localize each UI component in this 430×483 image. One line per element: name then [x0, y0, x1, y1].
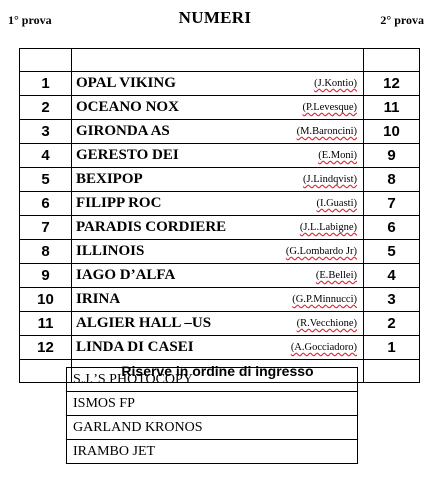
table-row — [20, 312, 420, 336]
horse-name: FILIPP ROC — [76, 195, 162, 211]
second-round-number: 8 — [364, 168, 420, 192]
first-round-number: 5 — [20, 168, 72, 192]
horse-name: OCEANO NOX — [76, 99, 179, 115]
table-row — [20, 144, 420, 168]
table-row — [20, 288, 420, 312]
first-round-number: 2 — [20, 96, 72, 120]
horse-name: LINDA DI CASEI — [76, 339, 194, 355]
driver-name: (J.Kontio) — [314, 78, 357, 89]
list-item — [67, 368, 358, 392]
empty-cell — [20, 360, 72, 383]
driver-name: (G.P.Minnucci) — [292, 294, 357, 305]
driver-name: (P.Levesque) — [302, 102, 357, 113]
table-row — [20, 240, 420, 264]
empty-cell — [364, 49, 420, 72]
first-round-number: 9 — [20, 264, 72, 288]
starters-table — [19, 48, 420, 383]
first-round-number: 6 — [20, 192, 72, 216]
list-item — [67, 440, 358, 464]
second-round-number: 10 — [364, 120, 420, 144]
table-row — [20, 336, 420, 360]
horse-name: GERESTO DEI — [76, 147, 179, 163]
driver-name: (R.Vecchione) — [296, 318, 357, 329]
table-row — [20, 120, 420, 144]
horse-name: OPAL VIKING — [76, 75, 176, 91]
second-round-number: 7 — [364, 192, 420, 216]
reserve-horse: S.J.’S PHOTOCOPY — [67, 368, 358, 392]
driver-name: (I.Guasti) — [316, 198, 357, 209]
horse-name: PARADIS CORDIERE — [76, 219, 227, 235]
driver-name: (G.Lombardo Jr) — [285, 246, 357, 257]
first-round-number: 1 — [20, 72, 72, 96]
table-row — [20, 216, 420, 240]
empty-cell — [20, 49, 72, 72]
horse-name: IRINA — [76, 291, 121, 307]
driver-name: (J.Lindqvist) — [303, 174, 357, 185]
driver-name: (A.Gocciadoro) — [290, 342, 357, 353]
list-item — [67, 392, 358, 416]
second-round-number: 11 — [364, 96, 420, 120]
horse-name: ILLINOIS — [76, 243, 145, 259]
reserves-title: Riserve in ordine di ingresso — [72, 360, 364, 383]
horse-name: ALGIER HALL –US — [76, 315, 212, 331]
table-row — [20, 72, 420, 96]
second-round-label: 2° prova — [380, 13, 424, 27]
list-item — [67, 416, 358, 440]
first-round-number: 3 — [20, 120, 72, 144]
table-row — [20, 264, 420, 288]
table-row — [20, 96, 420, 120]
horse-name: IAGO D’ALFA — [76, 267, 176, 283]
empty-cell — [72, 49, 364, 72]
reserve-horse: GARLAND KRONOS — [67, 416, 358, 440]
first-round-number: 11 — [20, 312, 72, 336]
second-round-number: 5 — [364, 240, 420, 264]
driver-name: (J.L.Labigne) — [299, 222, 357, 233]
second-round-number: 3 — [364, 288, 420, 312]
first-round-number: 7 — [20, 216, 72, 240]
horse-name: BEXIPOP — [76, 171, 143, 187]
driver-name: (E.Bellei) — [315, 270, 357, 281]
driver-name: (M.Baroncini) — [296, 126, 357, 137]
empty-cell — [364, 360, 420, 383]
driver-name: (E.Moni) — [318, 150, 357, 161]
second-round-number: 6 — [364, 216, 420, 240]
first-round-number: 4 — [20, 144, 72, 168]
second-round-number: 12 — [364, 72, 420, 96]
second-round-number: 2 — [364, 312, 420, 336]
reserve-horse: ISMOS FP — [67, 392, 358, 416]
horse-name: GIRONDA AS — [76, 123, 170, 139]
table-row — [20, 168, 420, 192]
reserve-horse: IRAMBO JET — [67, 440, 358, 464]
second-round-number: 4 — [364, 264, 420, 288]
first-round-label: 1° prova — [8, 13, 52, 27]
reserves-table — [66, 367, 358, 464]
second-round-number: 9 — [364, 144, 420, 168]
page-title: NUMERI — [178, 8, 252, 27]
first-round-number: 8 — [20, 240, 72, 264]
first-round-number: 12 — [20, 336, 72, 360]
table-row — [20, 192, 420, 216]
first-round-number: 10 — [20, 288, 72, 312]
second-round-number: 1 — [364, 336, 420, 360]
